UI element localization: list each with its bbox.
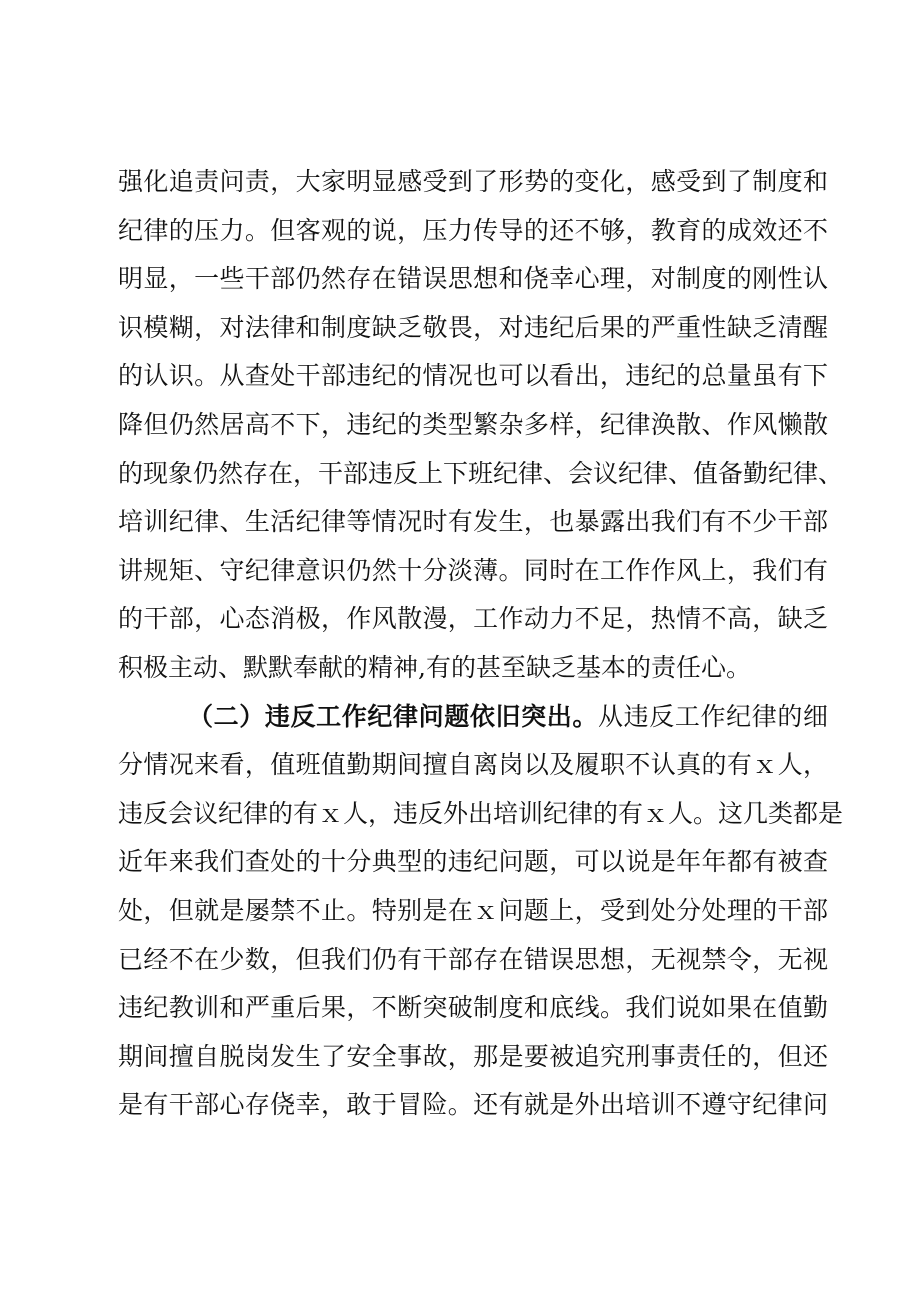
text-line: 积极主动、默默奉献的精神,有的甚至缺乏基本的责任心。 [118, 652, 751, 682]
text-line: 已经不在少数，但我们仍有干部存在错误思想，无视禁令，无视 [118, 944, 828, 974]
text-line: 培训纪律、生活纪律等情况时有发生，也暴露出我们有不少干部 [118, 507, 828, 537]
heading-line-rest: 从违反工作纪律的细 [597, 701, 828, 731]
text-line: 分情况来看，值班值勤期间擅自离岗以及履职不认真的有ｘ人， [118, 750, 828, 780]
paragraph-1 [118, 158, 844, 693]
text-line: 强化追责问责，大家明显感受到了形势的变化，感受到了制度和 [118, 167, 828, 196]
text-line: 识模糊，对法律和制度缺乏敬畏，对违纪后果的严重性缺乏清醒 [118, 312, 828, 342]
body-text [118, 158, 844, 1130]
text-line: 违反会议纪律的有ｘ人，违反外出培训纪律的有ｘ人。这几类都是 [118, 798, 844, 828]
text-line: 纪律的压力。但客观的说，压力传导的还不够，教育的成效还不 [118, 215, 828, 245]
section-heading: （二）违反工作纪律问题依旧突出。 [188, 701, 598, 731]
text-line: 的干部，心态消极，作风散漫，工作动力不足，热情不高，缺乏 [118, 604, 828, 634]
text-line: 违纪教训和严重后果，不断突破制度和底线。我们说如果在值勤 [118, 993, 828, 1023]
text-line: 的认识。从查处干部违纪的情况也可以看出，违纪的总量虽有下 [118, 361, 828, 391]
text-line: 的现象仍然存在，干部违反上下班纪律、会议纪律、值备勤纪律、 [118, 458, 844, 488]
paragraph-2-first-line [118, 693, 828, 742]
text-line: 处，但就是屡禁不止。特别是在ｘ问题上，受到处分处理的干部 [118, 895, 828, 925]
text-line: 近年来我们查处的十分典型的违纪问题，可以说是年年都有被查 [118, 847, 828, 877]
text-line: 讲规矩、守纪律意识仍然十分淡薄。同时在工作作风上，我们有 [118, 555, 828, 585]
text-line: 降但仍然居高不下，违纪的类型繁杂多样，纪律涣散、作风懒散 [118, 409, 828, 439]
text-line: 期间擅自脱岗发生了安全事故，那是要被追究刑事责任的，但还 [118, 1041, 828, 1071]
paragraph-2 [118, 693, 844, 1130]
text-line: 是有干部心存侥幸，敢于冒险。还有就是外出培训不遵守纪律问 [118, 1090, 828, 1120]
text-line: 明显，一些干部仍然存在错误思想和侥幸心理，对制度的刚性认 [118, 264, 828, 294]
